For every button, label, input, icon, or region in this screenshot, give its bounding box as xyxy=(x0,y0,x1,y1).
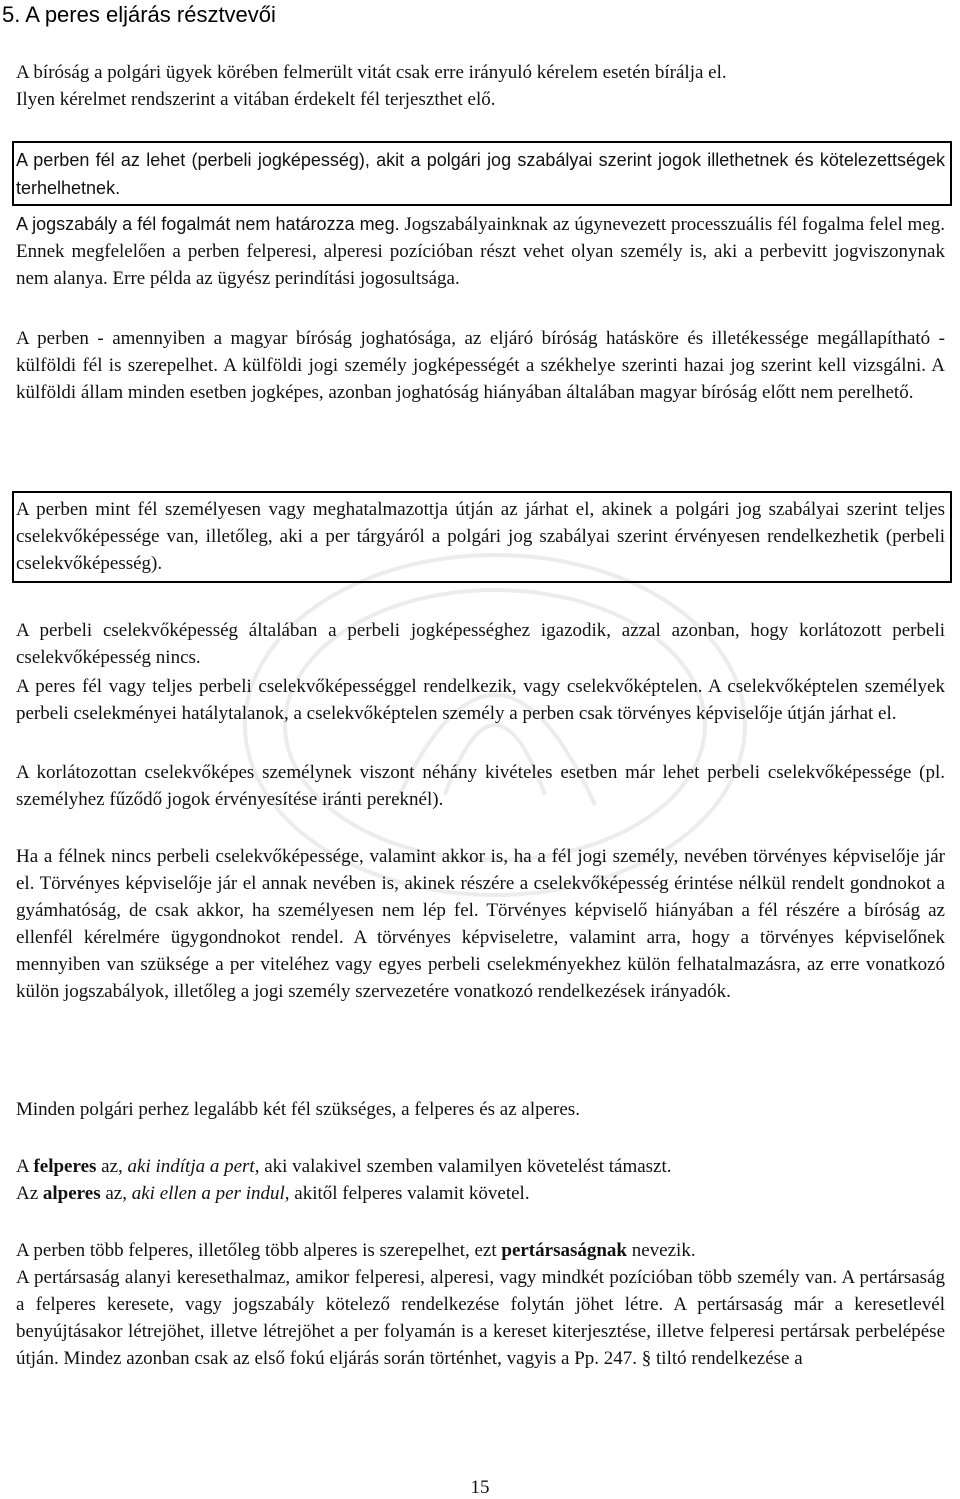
felperes-prefix: A xyxy=(16,1156,34,1177)
felperes-mid: az, xyxy=(96,1156,128,1177)
jogszabaly-paragraph xyxy=(16,211,945,292)
kepviselo-paragraph: Ha a félnek nincs perbeli cselekvőképessége, valamint akkor is, ha a fél jogi személy, nevében törvényes képviselője jár el. Törvényes képviselője jár el annak nevében is, akinek részére a cselekvőképesség érintése nélkül rendelt gondnokot a gyámhatóság, de csak akkor, ha személyesen nem lép fel. Törvényes képviselő hiányában a fél részére a bíróság az ellenfél kérelmére ügygondnokot rendel. A törvényes képviseletre, valamint arra, hogy a törvényes képviselőnek mennyiben van szüksége a per viteléhez vagy egyes perbeli cselekményekhez külön felhatalmazásra, az erre vonatkozó külön jogszabályok, illetőleg a jogi személy szervezetére vonatkozó rendelkezések irányadók. xyxy=(16,846,945,1002)
felperes-suffix: , aki valakivel szemben valamilyen követelést támaszt. xyxy=(254,1156,672,1177)
tobb-fel-suffix: nevezik. xyxy=(627,1240,696,1261)
intro-line-2: Ilyen kérelmet rendszerint a vitában érdekelt fél terjeszthet elő. xyxy=(16,89,496,110)
cselekvo-paragraph-3: A korlátozottan cselekvőképes személynek viszont néhány kivételes esetben már lehet perbeli cselekvőképessége (pl. személyhez fűződő jogok érvényesítése iránti pereknél). xyxy=(16,762,945,810)
jogszabaly-sans-text: A jogszabály a fél fogalmát nem határozza meg. xyxy=(16,214,400,234)
alperes-definition: aki ellen a per indul xyxy=(131,1183,285,1204)
alperes-mid: az, xyxy=(100,1183,132,1204)
jogszabaly-serif-text: Jogszabályainknak az úgynevezett processzuális fél fogalma felel meg. Ennek megfelelően a perben felperesi, alperesi pozícióban részt vehet olyan személy is, aki a perbevitt jogviszonynak nem alanya. Erre példa az ügyész perindítási jogosultsága. xyxy=(16,214,945,289)
ket-fel-paragraph: Minden polgári perhez legalább két fél szükséges, a felperes és az alperes. xyxy=(16,1099,580,1120)
felperes-term: felperes xyxy=(33,1156,97,1177)
tobb-fel-prefix: A perben több felperes, illetőleg több alperes is szerepelhet, ezt xyxy=(16,1240,502,1261)
intro-paragraph xyxy=(16,59,945,113)
alperes-term: alperes xyxy=(42,1183,101,1204)
alperes-prefix: Az xyxy=(16,1183,43,1204)
page-number: 15 xyxy=(470,1477,490,1498)
tobb-fel-paragraph xyxy=(16,1237,945,1264)
pertarsasag-term: pertársaságnak xyxy=(501,1240,627,1261)
pertarsasag-paragraph: A pertársaság alanyi keresethalmaz, amikor felperesi, alperesi, vagy mindkét pozícióban több személy van. A pertársaság a felperes keresete, vagy jogszabály kötelező rendelkezése folytán jöhet létre. A pertársaság már a keresetlevél benyújtásakor létrejöhet, illetve létrejöhet a per folyamán is a kereset kiterjesztése, illetve felperesi pertársak perbelépése útján. Mindez azonban csak az első fokú eljárás során történhet, vagyis a Pp. 247. § tiltó rendelkezése a xyxy=(16,1267,945,1369)
felperes-alperes-paragraph xyxy=(16,1153,945,1207)
definition-text: A perben fél az lehet (perbeli jogképesség), akit a polgári jog szabályai szerint jogok illethetnek és kötelezettségek terhelhetnek. xyxy=(16,150,945,198)
felperes-definition: aki indítja a pert xyxy=(127,1156,255,1177)
cselekvo-paragraph-2: A peres fél vagy teljes perbeli cselekvőképességgel rendelkezik, vagy cselekvőképtelen. A cselekvőképtelen személyek perbeli cselekményei hatálytalanok, a cselekvőképtelen személy a perben csak törvényes képviselője útján járhat el. xyxy=(16,676,945,724)
kulfoldi-paragraph: A perben - amennyiben a magyar bíróság joghatósága, az eljáró bíróság hatásköre és illetékessége megállapítható - külföldi fél is szerepelhet. A külföldi jogi személy jogképességét a székhelye szerinti hazai jog szerint kell vizsgálni. A külföldi állam minden esetben jogképes, azonban joghatóság hiányában általában magyar bíróság előtt nem perelhető. xyxy=(16,328,945,403)
alperes-suffix: , akitől felperes valamit követel. xyxy=(284,1183,530,1204)
capacity-text: A perben mint fél személyesen vagy meghatalmazottja útján az járhat el, akinek a polgári jog szabályai szerint teljes cselekvőképessége van, illetőleg, aki a per tárgyáról a polgári jog szabályai szerint érvényesen rendelkezhetik (perbeli cselekvőképesség). xyxy=(16,499,945,574)
cselekvo-paragraph-1: A perbeli cselekvőképesség általában a perbeli jogképességhez igazodik, azzal azonban, hogy korlátozott perbeli cselekvőképesség nincs. xyxy=(16,620,945,668)
section-heading: 5. A peres eljárás résztvevői xyxy=(2,2,276,27)
intro-line-1: A bíróság a polgári ügyek körében felmerült vitát csak erre irányuló kérelem esetén bírálja el. xyxy=(16,62,727,83)
